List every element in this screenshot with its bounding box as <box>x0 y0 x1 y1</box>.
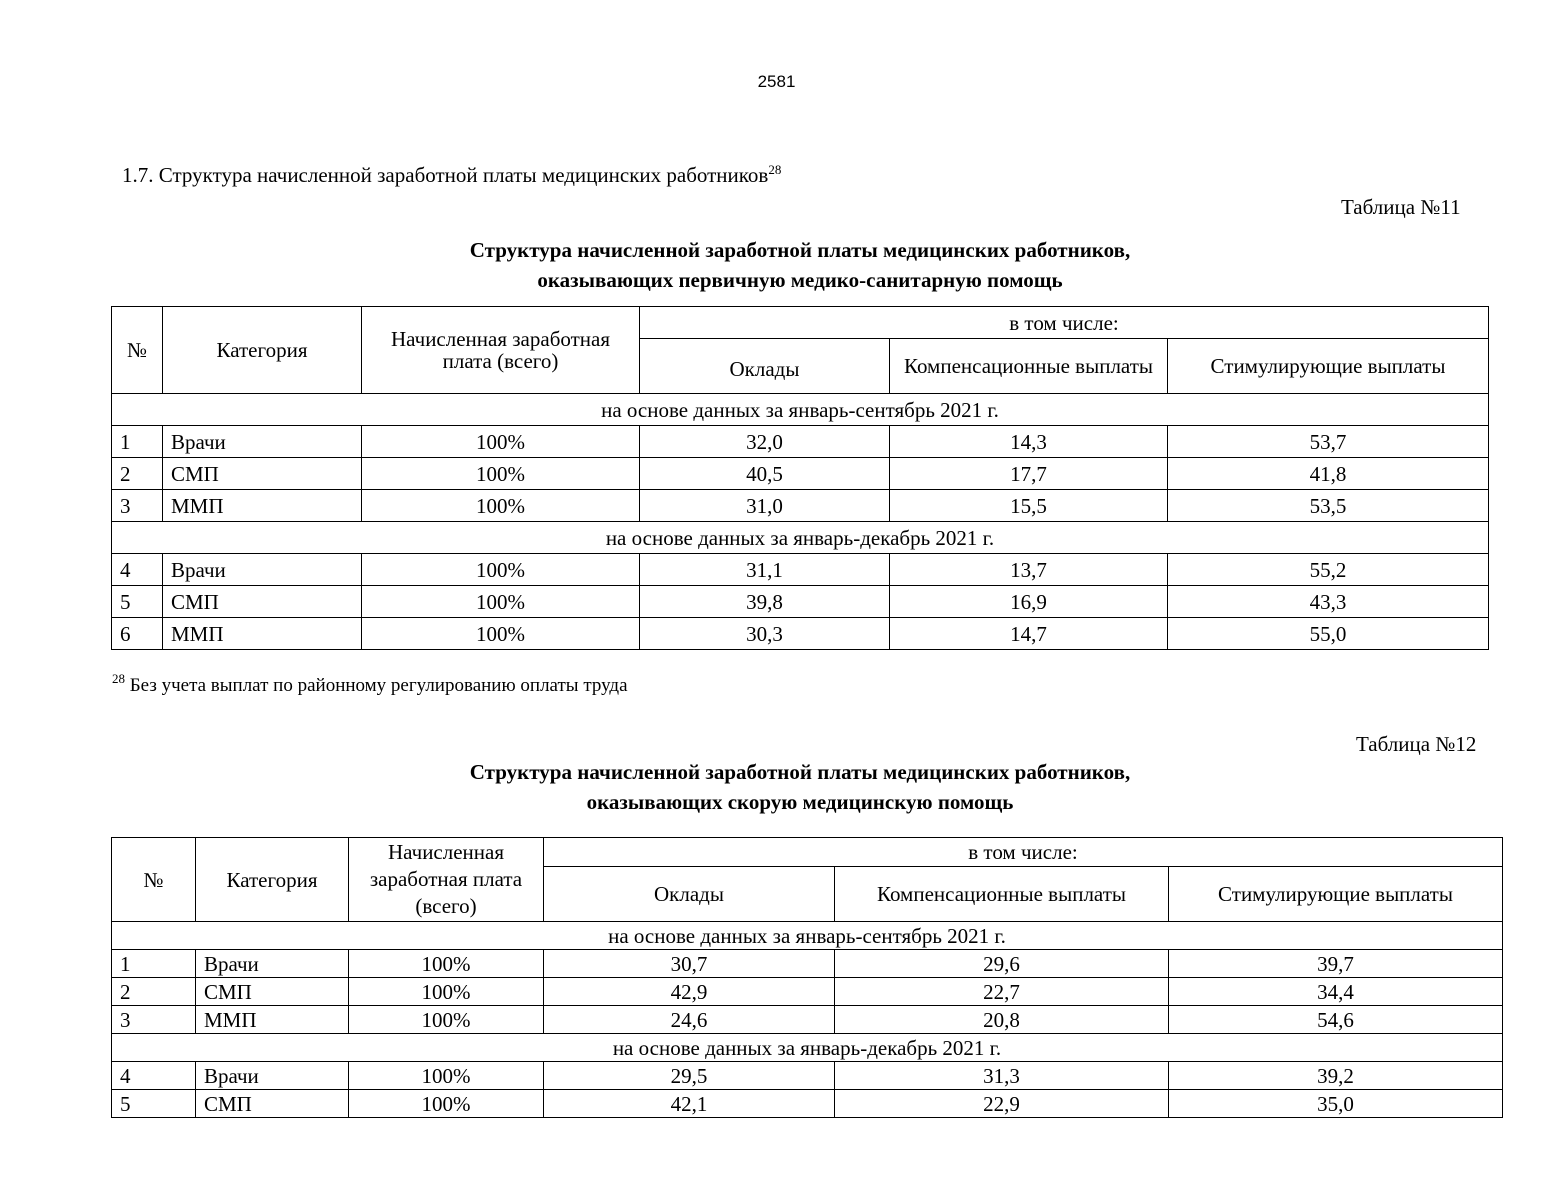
table-11-title-line-1: Структура начисленной заработной платы медицинских работников, <box>469 238 1131 262</box>
cell-incentive: 39,7 <box>1169 950 1503 978</box>
header-total: Начисленная заработная плата (всего) <box>362 307 640 394</box>
cell-salaries: 32,0 <box>640 426 890 458</box>
cell-total: 100% <box>349 1006 544 1034</box>
cell-num: 2 <box>112 978 196 1006</box>
table-12-title <box>0 757 1553 817</box>
header-category: Категория <box>196 838 349 922</box>
cell-incentive: 41,8 <box>1168 458 1489 490</box>
table-row <box>112 458 1489 490</box>
header-row <box>112 307 1489 339</box>
cell-total: 100% <box>362 458 640 490</box>
cell-salaries: 31,0 <box>640 490 890 522</box>
cell-category: ММП <box>163 618 362 650</box>
cell-num: 1 <box>112 950 196 978</box>
table-row <box>112 1006 1503 1034</box>
header-num: № <box>112 838 196 922</box>
cell-num: 1 <box>112 426 163 458</box>
cell-salaries: 30,3 <box>640 618 890 650</box>
page-number: 2581 <box>757 72 796 91</box>
cell-category: Врачи <box>196 950 349 978</box>
cell-num: 2 <box>112 458 163 490</box>
period-row <box>112 922 1503 950</box>
cell-incentive: 55,2 <box>1168 554 1489 586</box>
table-12-label: Таблица №12 <box>1356 732 1477 756</box>
table-row <box>112 1090 1503 1118</box>
cell-salaries: 24,6 <box>544 1006 835 1034</box>
table-12-title-line-1: Структура начисленной заработной платы медицинских работников, <box>469 760 1131 784</box>
cell-category: СМП <box>163 586 362 618</box>
table-11-label: Таблица №11 <box>1341 195 1461 219</box>
cell-num: 6 <box>112 618 163 650</box>
period-row <box>112 1034 1503 1062</box>
cell-num: 3 <box>112 490 163 522</box>
header-row <box>112 838 1503 867</box>
section-heading-text: 1.7. Структура начисленной заработной платы медицинских работников <box>122 163 769 187</box>
header-salaries: Оклады <box>640 339 890 394</box>
table-11 <box>111 306 1489 650</box>
cell-incentive: 53,5 <box>1168 490 1489 522</box>
cell-compensation: 29,6 <box>835 950 1169 978</box>
cell-compensation: 22,9 <box>835 1090 1169 1118</box>
header-category: Категория <box>163 307 362 394</box>
cell-salaries: 42,1 <box>544 1090 835 1118</box>
cell-compensation: 16,9 <box>890 586 1168 618</box>
cell-category: СМП <box>163 458 362 490</box>
cell-num: 3 <box>112 1006 196 1034</box>
header-num: № <box>112 307 163 394</box>
cell-category: СМП <box>196 978 349 1006</box>
cell-category: Врачи <box>163 426 362 458</box>
cell-total: 100% <box>349 1090 544 1118</box>
cell-compensation: 20,8 <box>835 1006 1169 1034</box>
period-label: на основе данных за январь-декабрь 2021 г. <box>112 522 1489 554</box>
table-row <box>112 978 1503 1006</box>
cell-total: 100% <box>349 1062 544 1090</box>
cell-total: 100% <box>362 554 640 586</box>
table-12-title-line-2: оказывающих скорую медицинскую помощь <box>586 790 1014 814</box>
cell-compensation: 31,3 <box>835 1062 1169 1090</box>
cell-salaries: 29,5 <box>544 1062 835 1090</box>
cell-total: 100% <box>362 586 640 618</box>
header-salaries: Оклады <box>544 867 835 922</box>
cell-total: 100% <box>362 618 640 650</box>
cell-salaries: 39,8 <box>640 586 890 618</box>
cell-incentive: 43,3 <box>1168 586 1489 618</box>
footnote-text: Без учета выплат по районному регулированию оплаты труда <box>129 675 628 696</box>
cell-total: 100% <box>362 426 640 458</box>
cell-category: ММП <box>196 1006 349 1034</box>
table-row <box>112 426 1489 458</box>
cell-incentive: 55,0 <box>1168 618 1489 650</box>
footnote-mark: 28 <box>112 671 125 686</box>
footnote <box>112 671 628 697</box>
cell-incentive: 54,6 <box>1169 1006 1503 1034</box>
cell-num: 5 <box>112 586 163 618</box>
cell-category: Врачи <box>163 554 362 586</box>
cell-salaries: 31,1 <box>640 554 890 586</box>
cell-incentive: 35,0 <box>1169 1090 1503 1118</box>
header-incentive: Стимулирующие выплаты <box>1168 339 1489 394</box>
cell-compensation: 17,7 <box>890 458 1168 490</box>
table-row <box>112 950 1503 978</box>
section-heading <box>122 163 781 188</box>
table-11-title <box>0 235 1553 295</box>
cell-incentive: 34,4 <box>1169 978 1503 1006</box>
cell-num: 5 <box>112 1090 196 1118</box>
cell-salaries: 30,7 <box>544 950 835 978</box>
table-11-title-line-2: оказывающих первичную медико-санитарную помощь <box>537 268 1063 292</box>
cell-salaries: 40,5 <box>640 458 890 490</box>
cell-compensation: 14,7 <box>890 618 1168 650</box>
cell-total: 100% <box>362 490 640 522</box>
table-row <box>112 554 1489 586</box>
header-total: Начисленная заработная плата (всего) <box>349 838 544 922</box>
period-row <box>112 522 1489 554</box>
cell-num: 4 <box>112 1062 196 1090</box>
cell-incentive: 39,2 <box>1169 1062 1503 1090</box>
footnote-reference: 28 <box>768 162 782 177</box>
cell-total: 100% <box>349 950 544 978</box>
cell-category: СМП <box>196 1090 349 1118</box>
header-including: в том числе: <box>640 307 1489 339</box>
header-incentive: Стимулирующие выплаты <box>1169 867 1503 922</box>
cell-category: ММП <box>163 490 362 522</box>
table-row <box>112 618 1489 650</box>
header-including: в том числе: <box>544 838 1503 867</box>
header-compensation: Компенсационные выплаты <box>890 339 1168 394</box>
cell-compensation: 22,7 <box>835 978 1169 1006</box>
cell-incentive: 53,7 <box>1168 426 1489 458</box>
period-label: на основе данных за январь-сентябрь 2021 г. <box>112 394 1489 426</box>
table-row <box>112 490 1489 522</box>
cell-salaries: 42,9 <box>544 978 835 1006</box>
cell-num: 4 <box>112 554 163 586</box>
cell-compensation: 14,3 <box>890 426 1168 458</box>
period-label: на основе данных за январь-декабрь 2021 г. <box>112 1034 1503 1062</box>
header-compensation: Компенсационные выплаты <box>835 867 1169 922</box>
cell-category: Врачи <box>196 1062 349 1090</box>
table-row <box>112 586 1489 618</box>
period-label: на основе данных за январь-сентябрь 2021 г. <box>112 922 1503 950</box>
cell-compensation: 15,5 <box>890 490 1168 522</box>
table-12 <box>111 837 1503 1118</box>
cell-total: 100% <box>349 978 544 1006</box>
cell-compensation: 13,7 <box>890 554 1168 586</box>
period-row <box>112 394 1489 426</box>
table-row <box>112 1062 1503 1090</box>
